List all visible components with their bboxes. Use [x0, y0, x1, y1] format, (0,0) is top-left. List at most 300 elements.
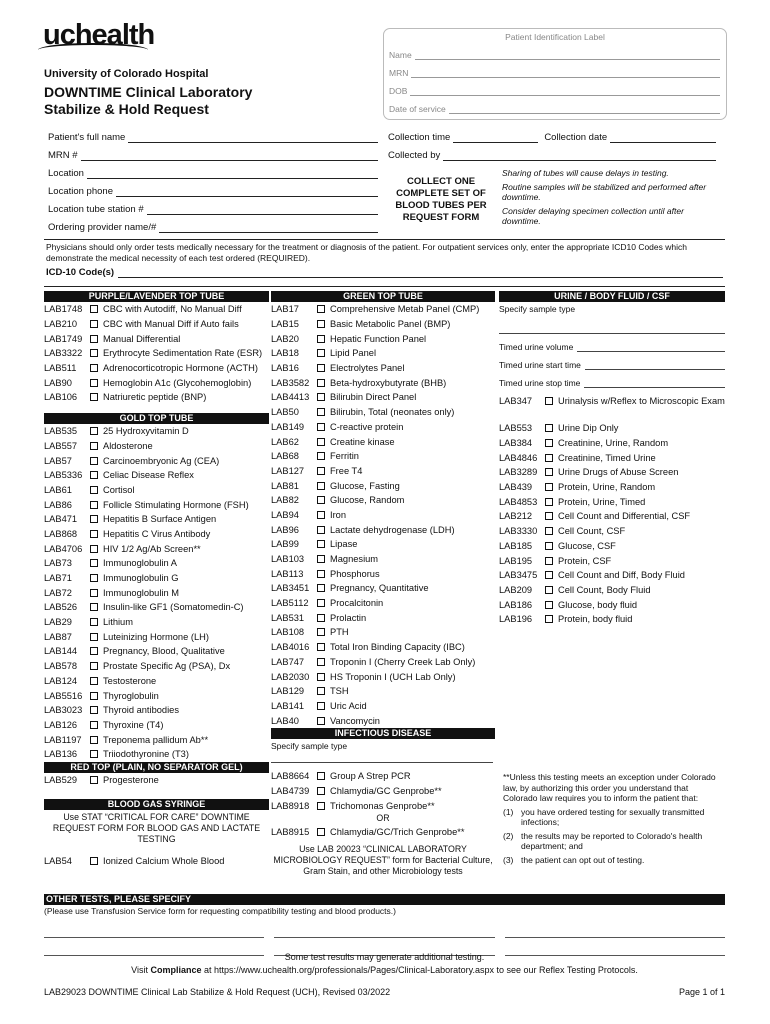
test-row[interactable] [44, 703, 269, 718]
column-urine [499, 291, 725, 627]
purple-test-list [44, 302, 269, 405]
test-code: LAB136 [44, 749, 78, 760]
test-row[interactable] [44, 512, 269, 527]
pid-name-field[interactable] [415, 51, 720, 60]
test-checkbox[interactable] [90, 677, 98, 685]
test-row[interactable] [271, 434, 495, 449]
purple-header: PURPLE/LAVENDER TOP TUBE [44, 291, 269, 302]
test-name: Uric Acid [330, 700, 367, 711]
test-row[interactable] [271, 825, 495, 840]
test-row[interactable] [44, 688, 269, 703]
test-name: Protein, Urine, Timed [558, 496, 646, 507]
test-checkbox[interactable] [90, 515, 98, 523]
test-code: LAB578 [44, 661, 78, 672]
test-name: Bilirubin Direct Panel [330, 392, 417, 403]
test-row[interactable] [271, 581, 495, 596]
test-name: Hepatic Function Panel [330, 333, 427, 344]
pid-dos-field[interactable] [449, 105, 720, 114]
pid-name-label: Name [389, 50, 412, 60]
page-number: Page 1 of 1 [678, 987, 725, 997]
mrn-label: MRN # [48, 150, 78, 161]
test-code: LAB73 [44, 558, 72, 569]
test-checkbox[interactable] [545, 601, 553, 609]
test-code: LAB2030 [271, 671, 310, 682]
test-checkbox[interactable] [545, 424, 553, 432]
test-checkbox[interactable] [545, 557, 553, 565]
title-line-1: DOWNTIME Clinical Laboratory [44, 84, 253, 100]
test-row[interactable] [44, 674, 269, 689]
test-checkbox[interactable] [545, 527, 553, 535]
test-checkbox[interactable] [545, 542, 553, 550]
pid-dos-label: Date of service [389, 104, 446, 114]
other-tests-header: OTHER TESTS, PLEASE SPECIFY [44, 894, 725, 905]
test-checkbox[interactable] [90, 750, 98, 758]
test-checkbox[interactable] [317, 452, 325, 460]
test-row[interactable] [271, 566, 495, 581]
test-name: Urine Dip Only [558, 423, 619, 434]
patient-fields [48, 129, 378, 233]
test-checkbox[interactable] [90, 706, 98, 714]
collected-by-label: Collected by [388, 150, 441, 161]
test-code: LAB54 [44, 855, 72, 866]
ordering-provider-label: Ordering provider name/# [48, 222, 157, 233]
test-row[interactable] [271, 640, 495, 655]
exception-notice [503, 772, 725, 865]
test-name: CBC with Manual Diff if Auto fails [103, 319, 239, 330]
test-row[interactable] [44, 732, 269, 747]
test-row[interactable] [271, 420, 495, 435]
test-row[interactable] [44, 331, 269, 346]
test-code: LAB99 [271, 539, 299, 550]
test-name: Cortisol [103, 484, 135, 495]
test-checkbox[interactable] [90, 692, 98, 700]
test-code: LAB20 [271, 333, 299, 344]
sharing-note-1: Sharing of tubes will cause delays in testing. [502, 168, 669, 178]
reflex-url-text[interactable]: at https://www.uchealth.org/professionals/Pages/Clinical-Laboratory.aspx to see our Reflex Testing Protocols. [201, 965, 638, 975]
collection-date-label: Collection date [544, 132, 608, 143]
test-row[interactable] [271, 449, 495, 464]
test-row[interactable] [271, 405, 495, 420]
footer-line-2 [44, 964, 725, 977]
test-code: LAB8918 [271, 800, 310, 811]
test-checkbox[interactable] [317, 438, 325, 446]
other-test-field-1[interactable] [44, 930, 264, 938]
test-name: HIV 1/2 Ag/Ab Screen** [103, 543, 201, 554]
sharing-notes [502, 168, 724, 230]
bloodgas-header: BLOOD GAS SYRINGE [44, 799, 269, 810]
test-name: Thyroglobulin [103, 690, 159, 701]
test-checkbox[interactable] [90, 721, 98, 729]
test-row[interactable] [499, 597, 725, 612]
test-code: LAB557 [44, 440, 78, 451]
test-name: Carcinoembryonic Ag (CEA) [103, 455, 220, 466]
test-checkbox[interactable] [317, 540, 325, 548]
test-checkbox[interactable] [90, 736, 98, 744]
exception-text-3: the patient can opt out of testing. [521, 854, 645, 865]
pid-dob-field[interactable] [410, 87, 720, 96]
test-row[interactable] [271, 798, 495, 813]
physician-note-text: Physicians should only order tests medically necessary for the treatment or diagnosis of the patient. For outpatient services only, enter the appropriate ICD10 Codes which demonstrate the medical necessity of each test ordered (REQUIRED). [46, 242, 687, 263]
pid-mrn-field[interactable] [411, 69, 720, 78]
test-row[interactable] [271, 464, 495, 479]
hospital-name: University of Colorado Hospital [44, 68, 209, 80]
test-row[interactable] [499, 509, 725, 524]
test-name: Celiac Disease Reflex [103, 470, 194, 481]
form-id: LAB29023 DOWNTIME Clinical Lab Stabilize & Hold Request (UCH), Revised 03/2022 [44, 987, 391, 997]
test-checkbox[interactable] [90, 589, 98, 597]
infectious-or-test [271, 825, 495, 840]
urine-start-field[interactable] [585, 360, 725, 370]
test-code: LAB3322 [44, 348, 83, 359]
test-code: LAB129 [271, 686, 305, 697]
test-checkbox[interactable] [90, 486, 98, 494]
test-checkbox[interactable] [90, 857, 98, 865]
test-checkbox[interactable] [317, 599, 325, 607]
test-name: Immunoglobulin G [103, 573, 179, 584]
test-row[interactable] [44, 453, 269, 468]
location-phone-field[interactable] [116, 187, 378, 197]
test-checkbox[interactable] [90, 776, 98, 784]
test-name: Electrolytes Panel [330, 363, 405, 374]
test-code: LAB4413 [271, 392, 310, 403]
test-row[interactable] [499, 612, 725, 627]
test-name: Vancomycin [330, 715, 380, 726]
test-checkbox[interactable] [90, 662, 98, 670]
test-checkbox[interactable] [317, 628, 325, 636]
test-name: Bilirubin, Total (neonates only) [330, 407, 455, 418]
test-row[interactable] [44, 747, 269, 762]
test-row[interactable] [499, 480, 725, 495]
test-checkbox[interactable] [317, 828, 325, 836]
test-checkbox[interactable] [317, 305, 325, 313]
test-checkbox[interactable] [545, 586, 553, 594]
location-field[interactable] [87, 169, 378, 179]
test-checkbox[interactable] [545, 454, 553, 462]
test-checkbox[interactable] [317, 555, 325, 563]
test-checkbox[interactable] [545, 439, 553, 447]
test-checkbox[interactable] [317, 772, 325, 780]
test-checkbox[interactable] [317, 393, 325, 401]
test-row[interactable] [271, 508, 495, 523]
test-checkbox[interactable] [317, 349, 325, 357]
test-checkbox[interactable] [90, 335, 98, 343]
test-checkbox[interactable] [545, 571, 553, 579]
test-code: LAB471 [44, 514, 78, 525]
test-checkbox[interactable] [317, 335, 325, 343]
collection-date-field[interactable] [610, 133, 716, 143]
test-row[interactable] [271, 537, 495, 552]
test-row[interactable] [271, 596, 495, 611]
test-checkbox[interactable] [90, 471, 98, 479]
test-row[interactable] [44, 439, 269, 454]
test-checkbox[interactable] [317, 673, 325, 681]
test-row[interactable] [44, 527, 269, 542]
test-code: LAB186 [499, 599, 533, 610]
test-name: Pregnancy, Quantitative [330, 583, 429, 594]
test-checkbox[interactable] [545, 615, 553, 623]
test-name: Cell Count and Diff, Body Fluid [558, 570, 685, 581]
test-checkbox[interactable] [317, 526, 325, 534]
tube-station-field[interactable] [147, 205, 378, 215]
test-checkbox[interactable] [317, 511, 325, 519]
test-row[interactable] [499, 421, 725, 436]
test-row[interactable] [271, 302, 495, 317]
test-row[interactable] [44, 541, 269, 556]
test-name: Magnesium [330, 554, 379, 565]
test-row[interactable] [271, 699, 495, 714]
test-checkbox[interactable] [317, 658, 325, 666]
test-name: Cell Count, CSF [558, 526, 626, 537]
test-name: 25 Hydroxyvitamin D [103, 426, 189, 437]
test-checkbox[interactable] [90, 320, 98, 328]
column-green-infectious [271, 291, 495, 877]
test-code: LAB94 [271, 509, 299, 520]
test-name: Protein, body fluid [558, 614, 633, 625]
test-row[interactable] [44, 361, 269, 376]
test-checkbox[interactable] [90, 305, 98, 313]
test-row[interactable] [271, 478, 495, 493]
visit-text: Visit [131, 965, 151, 975]
test-row[interactable] [44, 317, 269, 332]
test-row[interactable] [271, 784, 495, 799]
test-row[interactable] [499, 394, 725, 421]
test-row[interactable] [44, 468, 269, 483]
test-checkbox[interactable] [545, 498, 553, 506]
test-checkbox[interactable] [317, 687, 325, 695]
test-checkbox[interactable] [317, 364, 325, 372]
test-checkbox[interactable] [90, 427, 98, 435]
test-row[interactable] [271, 375, 495, 390]
test-row[interactable] [271, 522, 495, 537]
test-row[interactable] [44, 773, 269, 788]
test-row[interactable] [44, 497, 269, 512]
test-checkbox[interactable] [317, 802, 325, 810]
test-checkbox[interactable] [90, 364, 98, 372]
test-checkbox[interactable] [317, 643, 325, 651]
test-row[interactable] [499, 465, 725, 480]
test-code: LAB4739 [271, 785, 310, 796]
test-checkbox[interactable] [545, 468, 553, 476]
test-row[interactable] [271, 769, 495, 784]
test-row[interactable] [44, 853, 269, 868]
test-row[interactable] [499, 524, 725, 539]
test-row[interactable] [44, 600, 269, 615]
test-row[interactable] [44, 424, 269, 439]
exception-num-2: (2) [503, 830, 514, 841]
test-checkbox[interactable] [90, 633, 98, 641]
exception-text-1: you have ordered testing for sexually transmitted infections; [521, 806, 705, 827]
test-row[interactable] [271, 552, 495, 567]
test-checkbox[interactable] [545, 512, 553, 520]
test-row[interactable] [44, 585, 269, 600]
test-name: Triiodothyronine (T3) [103, 749, 189, 760]
test-row[interactable] [44, 556, 269, 571]
test-checkbox[interactable] [317, 467, 325, 475]
test-name: Beta-hydroxybutyrate (BHB) [330, 377, 447, 388]
test-checkbox[interactable] [90, 647, 98, 655]
other-test-field-3[interactable] [505, 930, 725, 938]
test-name: Creatinine, Urine, Random [558, 438, 669, 449]
test-row[interactable] [44, 390, 269, 405]
test-row[interactable] [44, 375, 269, 390]
test-row[interactable] [499, 553, 725, 568]
footer-notes [44, 951, 725, 977]
test-code: LAB127 [271, 465, 305, 476]
test-checkbox[interactable] [90, 559, 98, 567]
test-row[interactable] [44, 483, 269, 498]
test-code: LAB96 [271, 524, 299, 535]
exception-num-3: (3) [503, 854, 514, 865]
test-row[interactable] [499, 583, 725, 598]
test-name: Total Iron Binding Capacity (IBC) [330, 642, 465, 653]
test-name: Glucose, Fasting [330, 480, 400, 491]
microbiology-note: Use LAB 20023 “CLINICAL LABORATORY MICROBIOLOGY REQUEST” form for Bacterial Culture, Gram Stain, and other Microbiology tests [273, 843, 493, 876]
test-code: LAB81 [271, 480, 299, 491]
test-checkbox[interactable] [317, 423, 325, 431]
test-code: LAB29 [44, 617, 72, 628]
green-test-list [271, 302, 495, 728]
urine-stop-field[interactable] [584, 378, 725, 388]
patient-name-field[interactable] [128, 133, 378, 143]
test-name: Prolactin [330, 612, 367, 623]
test-name: Treponema pallidum Ab** [103, 734, 209, 745]
test-code: LAB108 [271, 627, 305, 638]
test-checkbox[interactable] [90, 574, 98, 582]
test-code: LAB5336 [44, 470, 83, 481]
test-code: LAB87 [44, 631, 72, 642]
test-row[interactable] [44, 644, 269, 659]
test-name: Urinalysis w/Reflex to Microscopic Exam [558, 396, 725, 406]
urine-volume-field[interactable] [577, 342, 725, 352]
test-row[interactable] [44, 302, 269, 317]
test-row[interactable] [271, 361, 495, 376]
test-checkbox[interactable] [317, 717, 325, 725]
test-name: Procalcitonin [330, 598, 384, 609]
test-name: Lactate dehydrogenase (LDH) [330, 524, 455, 535]
test-name: Glucose, body fluid [558, 599, 638, 610]
test-name: Immunoglobulin M [103, 587, 179, 598]
test-name: Chlamydia/GC/Trich Genprobe** [330, 827, 465, 838]
test-row[interactable] [499, 539, 725, 554]
test-row[interactable] [271, 390, 495, 405]
test-checkbox[interactable] [317, 584, 325, 592]
gold-header: GOLD TOP TUBE [44, 413, 269, 424]
test-checkbox[interactable] [317, 482, 325, 490]
test-checkbox[interactable] [90, 442, 98, 450]
test-checkbox[interactable] [90, 393, 98, 401]
test-checkbox[interactable] [317, 379, 325, 387]
test-checkbox[interactable] [317, 320, 325, 328]
test-row[interactable] [271, 317, 495, 332]
test-checkbox[interactable] [317, 570, 325, 578]
test-checkbox[interactable] [90, 379, 98, 387]
test-checkbox[interactable] [317, 787, 325, 795]
sharing-note-2: Routine samples will be stabilized and performed after downtime. [502, 182, 707, 202]
test-name: Lipid Panel [330, 348, 377, 359]
collected-by-field[interactable] [443, 151, 716, 161]
test-row[interactable] [271, 655, 495, 670]
test-checkbox[interactable] [90, 603, 98, 611]
test-checkbox[interactable] [317, 702, 325, 710]
collection-time-field[interactable] [453, 133, 538, 143]
logo-arc [38, 43, 148, 57]
green-header: GREEN TOP TUBE [271, 291, 495, 302]
test-row[interactable] [271, 625, 495, 640]
test-checkbox[interactable] [90, 457, 98, 465]
test-row[interactable] [499, 568, 725, 583]
test-code: LAB106 [44, 392, 78, 403]
test-row[interactable] [44, 571, 269, 586]
test-checkbox[interactable] [90, 349, 98, 357]
test-checkbox[interactable] [90, 501, 98, 509]
ordering-provider-field[interactable] [159, 223, 378, 233]
test-code: LAB531 [271, 612, 305, 623]
test-checkbox[interactable] [545, 483, 553, 491]
test-row[interactable] [499, 450, 725, 465]
test-row[interactable] [499, 494, 725, 509]
test-code: LAB4846 [499, 452, 538, 463]
urine-test-list [499, 394, 725, 627]
test-row[interactable] [44, 659, 269, 674]
test-row[interactable] [271, 713, 495, 728]
compliance-text: Compliance [150, 965, 202, 975]
form-title [44, 84, 284, 118]
test-code: LAB347 [499, 396, 533, 406]
urine-stop-label: Timed urine stop time [499, 378, 581, 388]
test-row[interactable] [44, 629, 269, 644]
gold-test-list [44, 424, 269, 762]
infectious-specify-field[interactable] [271, 751, 493, 763]
test-code: LAB185 [499, 540, 533, 551]
test-code: LAB868 [44, 528, 78, 539]
test-code: LAB17 [271, 304, 299, 315]
test-name: Urine Drugs of Abuse Screen [558, 467, 679, 478]
uchealth-logo: uchealth [43, 19, 155, 51]
test-row[interactable] [271, 684, 495, 699]
test-name: Cell Count, Body Fluid [558, 584, 651, 595]
test-checkbox[interactable] [317, 408, 325, 416]
test-code: LAB3475 [499, 570, 538, 581]
test-code: LAB72 [44, 587, 72, 598]
test-row[interactable] [499, 436, 725, 451]
test-code: LAB126 [44, 719, 78, 730]
test-code: LAB5516 [44, 690, 83, 701]
test-row[interactable] [44, 346, 269, 361]
test-checkbox[interactable] [317, 496, 325, 504]
test-code: LAB535 [44, 426, 78, 437]
test-row[interactable] [271, 346, 495, 361]
test-checkbox[interactable] [90, 530, 98, 538]
test-name: Group A Strep PCR [330, 771, 411, 782]
test-checkbox[interactable] [545, 397, 553, 405]
icd-field[interactable] [118, 268, 723, 278]
test-row[interactable] [44, 718, 269, 733]
test-row[interactable] [271, 331, 495, 346]
test-code: LAB4016 [271, 642, 310, 653]
test-checkbox[interactable] [90, 618, 98, 626]
test-name: Trichomonas Genprobe** [330, 800, 435, 811]
other-test-field-2[interactable] [274, 930, 494, 938]
mrn-field[interactable] [81, 151, 378, 161]
test-row[interactable] [271, 610, 495, 625]
urine-specify-field[interactable] [499, 314, 725, 334]
test-checkbox[interactable] [317, 614, 325, 622]
test-checkbox[interactable] [90, 545, 98, 553]
test-name: Phosphorus [330, 568, 380, 579]
test-row[interactable] [44, 615, 269, 630]
test-row[interactable] [271, 669, 495, 684]
test-row[interactable] [271, 493, 495, 508]
